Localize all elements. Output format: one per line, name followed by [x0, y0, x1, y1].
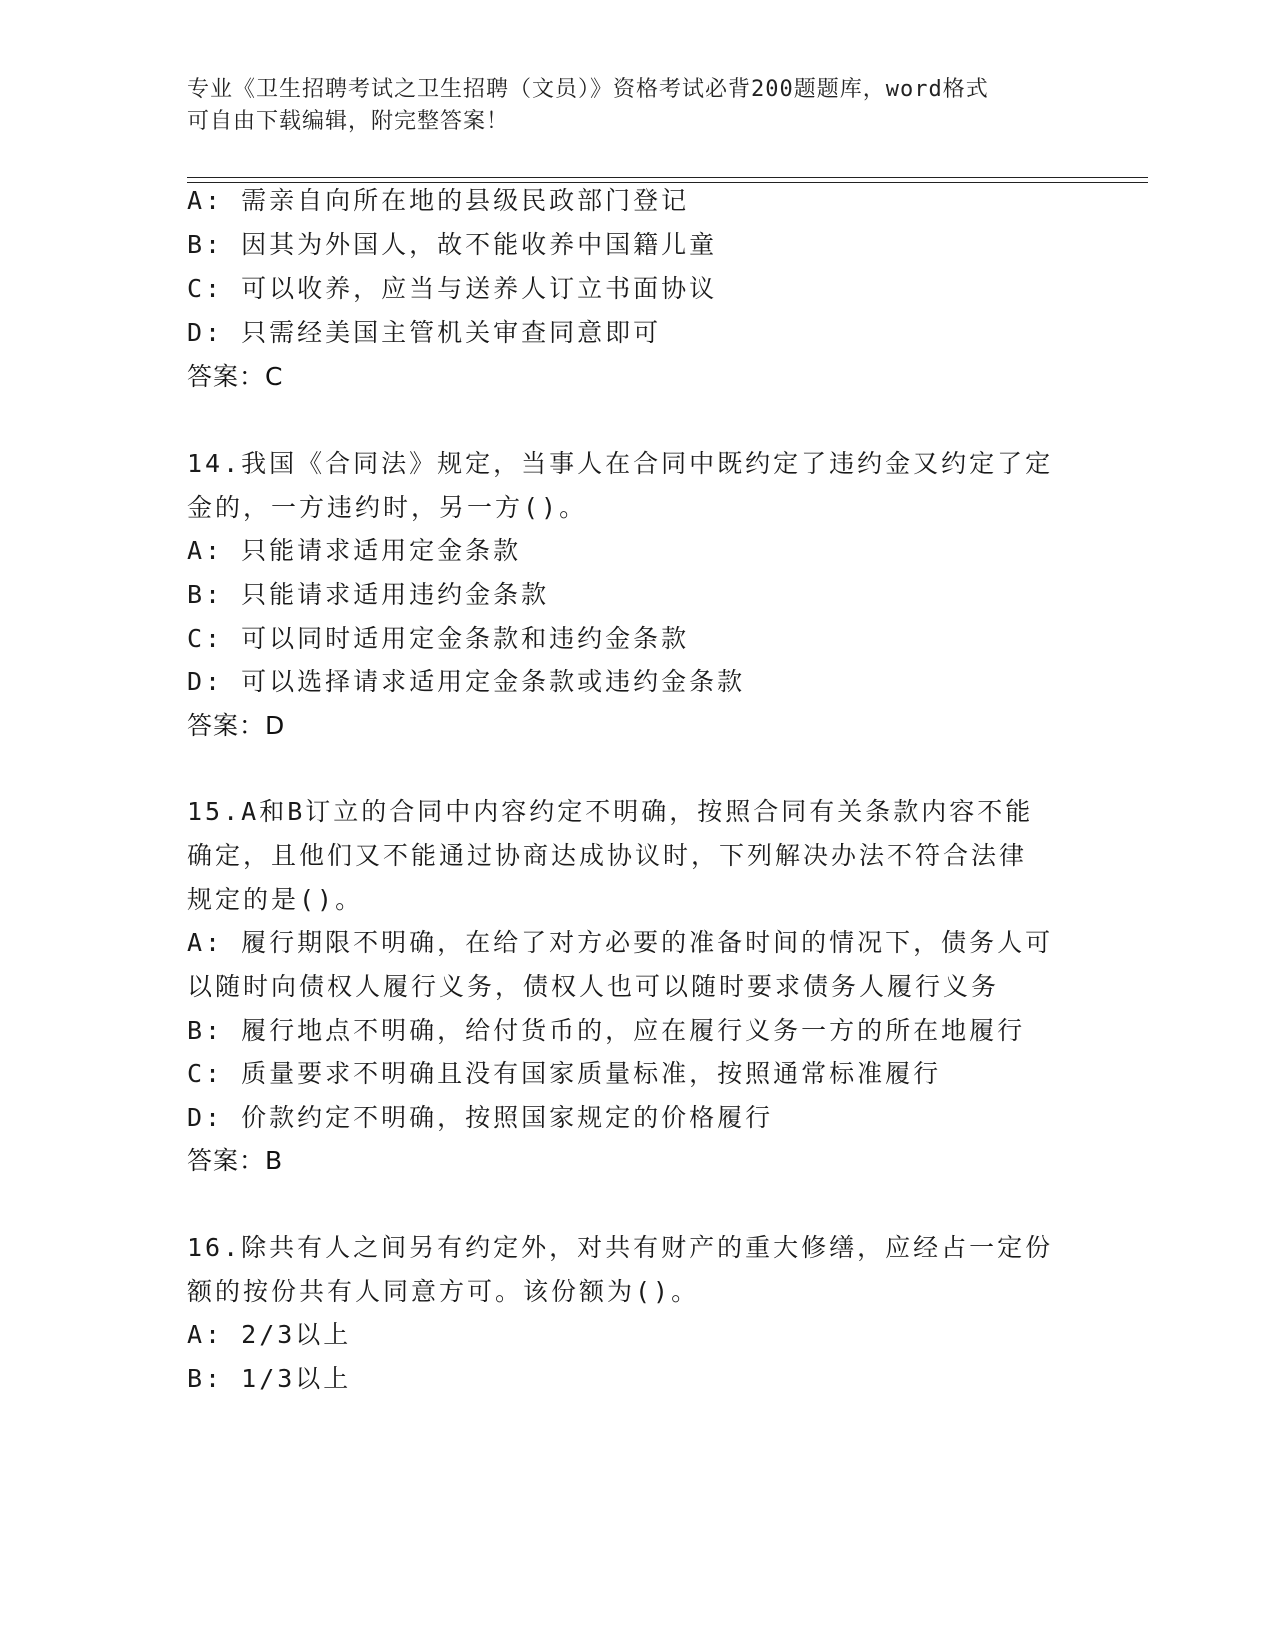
q14-stem-line-2: 金的，一方违约时，另一方()。: [187, 493, 588, 522]
q15-stem-line-1: 15.A和B订立的合同中内容约定不明确，按照合同有关条款内容不能: [187, 797, 1034, 826]
document-header: [187, 74, 1067, 138]
q16-stem-line-2: 额的按份共有人同意方可。该份额为()。: [187, 1277, 700, 1306]
q13-option-c: C: 可以收养，应当与送养人订立书面协议: [187, 274, 718, 303]
q14-option-d: D: 可以选择请求适用定金条款或违约金条款: [187, 667, 746, 696]
q15-answer: 答案：B: [187, 1146, 284, 1175]
q14-option-a: A: 只能请求适用定金条款: [187, 536, 522, 565]
q15-stem-line-2: 确定，且他们又不能通过协商达成协议时，下列解决办法不符合法律: [187, 841, 1028, 870]
header-title-line-1: 专业《卫生招聘考试之卫生招聘（文员）》资格考试必背200题题库，word格式: [187, 77, 989, 102]
q15-option-a-line-2: 以随时向债权人履行义务，债权人也可以随时要求债务人履行义务: [187, 972, 1000, 1001]
q15-stem-line-3: 规定的是()。: [187, 885, 364, 914]
q16-option-a: A: 2/3以上: [187, 1320, 352, 1349]
q16-option-b: B: 1/3以上: [187, 1364, 352, 1393]
q13-answer: 答案：C: [187, 362, 284, 391]
q15-option-b: B: 履行地点不明确，给付货币的，应在履行义务一方的所在地履行: [187, 1016, 1026, 1045]
header-divider-top: [187, 177, 1148, 178]
q15-option-d: D: 价款约定不明确，按照国家规定的价格履行: [187, 1103, 774, 1132]
q14-option-c: C: 可以同时适用定金条款和违约金条款: [187, 624, 690, 653]
q16-stem-line-1: 16.除共有人之间另有约定外，对共有财产的重大修缮，应经占一定份: [187, 1233, 1054, 1262]
q15-option-c: C: 质量要求不明确且没有国家质量标准，按照通常标准履行: [187, 1059, 942, 1088]
q14-option-b: B: 只能请求适用违约金条款: [187, 580, 550, 609]
q14-answer: 答案：D: [187, 711, 286, 740]
q13-option-d: D: 只需经美国主管机关审查同意即可: [187, 318, 662, 347]
q13-option-b: B: 因其为外国人，故不能收养中国籍儿童: [187, 230, 718, 259]
q15-option-a-line-1: A: 履行期限不明确，在给了对方必要的准备时间的情况下，债务人可: [187, 928, 1054, 957]
header-divider-bottom: [187, 182, 1148, 183]
q14-stem-line-1: 14.我国《合同法》规定，当事人在合同中既约定了违约金又约定了定: [187, 449, 1054, 478]
header-title-line-2: 可自由下载编辑，附完整答案！: [187, 109, 510, 134]
q13-option-a: A: 需亲自向所在地的县级民政部门登记: [187, 186, 690, 215]
